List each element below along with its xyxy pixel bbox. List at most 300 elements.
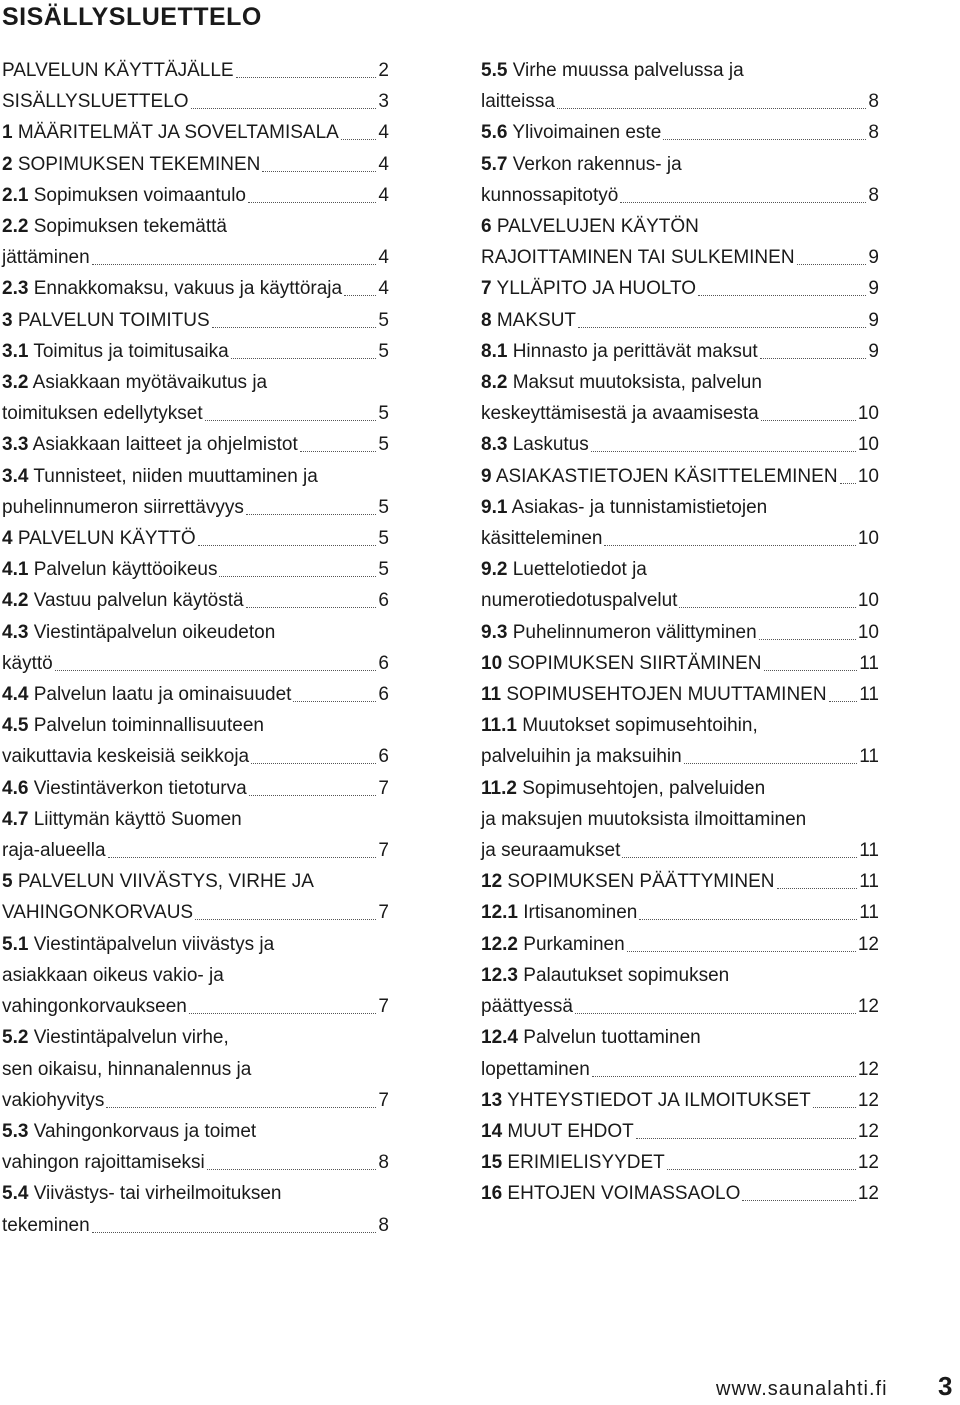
toc-entry[interactable] xyxy=(2,679,389,710)
toc-entry-title: MUUT EHDOT xyxy=(507,1120,634,1142)
toc-entry-text xyxy=(2,835,106,866)
toc-entry-text xyxy=(2,273,342,304)
toc-entry-line xyxy=(2,1116,389,1147)
toc-entry-title: Palvelun käyttöoikeus xyxy=(33,559,218,581)
toc-entry-line xyxy=(2,1147,389,1178)
toc-entry-number: 2.2 xyxy=(2,216,29,238)
toc-entry-title: Palvelun toiminnallisuuteen xyxy=(33,715,264,737)
toc-entry-number: 4.3 xyxy=(2,621,29,643)
toc-dot-leader xyxy=(679,607,855,608)
toc-entry-title: Luettelotiedot ja xyxy=(512,559,647,581)
toc-entry[interactable] xyxy=(2,180,389,211)
toc-entry-title: Viestintäpalvelun viivästys ja xyxy=(33,933,275,955)
toc-entry[interactable] xyxy=(481,679,879,710)
toc-entry-title: PALVELUN TOIMITUS xyxy=(17,309,210,331)
toc-page-number: 6 xyxy=(378,684,389,706)
toc-entry-number: 5.2 xyxy=(2,1027,29,1049)
toc-page-number: 11 xyxy=(859,902,879,924)
toc-entry-title: lopettaminen xyxy=(481,1058,590,1080)
toc-entry-text xyxy=(481,117,661,148)
toc-entry[interactable] xyxy=(481,305,879,336)
toc-entry-line xyxy=(481,492,879,523)
toc-entry[interactable] xyxy=(2,1022,389,1116)
toc-entry-line xyxy=(481,1116,879,1147)
toc-entry[interactable] xyxy=(2,461,389,523)
toc-entry-line xyxy=(481,1085,879,1116)
toc-entry-text xyxy=(481,492,767,523)
toc-entry-line xyxy=(2,149,389,180)
toc-entry[interactable] xyxy=(481,117,879,148)
toc-entry-line xyxy=(2,773,389,804)
toc-entry-line xyxy=(481,1054,879,1085)
toc-entry-title: Vahingonkorvaus ja toimet xyxy=(33,1120,257,1142)
toc-entry-number: 3.2 xyxy=(2,372,29,394)
toc-dot-leader xyxy=(813,1107,856,1108)
toc-entry-number: 3.1 xyxy=(2,340,29,362)
toc-entry[interactable] xyxy=(2,866,389,928)
toc-entry-number: 8 xyxy=(481,309,492,331)
toc-entry-line xyxy=(2,1178,389,1209)
toc-dot-leader xyxy=(262,171,376,172)
toc-dot-leader xyxy=(249,795,377,796)
toc-entry-line xyxy=(2,929,389,960)
toc-entry[interactable] xyxy=(481,554,879,616)
toc-entry-line xyxy=(481,523,879,554)
toc-entry[interactable] xyxy=(481,897,879,928)
toc-entry-title: puhelinnumeron siirrettävyys xyxy=(2,496,244,518)
toc-entry-line xyxy=(481,804,879,835)
toc-page-number: 4 xyxy=(378,247,389,269)
toc-entry[interactable] xyxy=(2,211,389,273)
toc-page-number: 11 xyxy=(859,871,879,893)
toc-entry[interactable] xyxy=(2,1116,389,1178)
toc-entry-number: 14 xyxy=(481,1120,503,1142)
toc-entry-line xyxy=(2,211,389,242)
toc-entry-number: 4.6 xyxy=(2,777,29,799)
toc-entry-text xyxy=(2,1178,282,1209)
toc-entry[interactable] xyxy=(481,211,879,273)
toc-page-number: 9 xyxy=(868,309,879,331)
toc-entry-title: Viestintäpalvelun oikeudeton xyxy=(33,621,276,643)
toc-entry-title: keskeyttämisestä ja avaamisesta xyxy=(481,403,759,425)
toc-entry-title: Viivästys- tai virheilmoituksen xyxy=(33,1183,282,1205)
toc-entry[interactable] xyxy=(481,1178,879,1209)
toc-entry-title: PALVELUN KÄYTTÖ xyxy=(17,528,196,550)
toc-entry-line xyxy=(2,273,389,304)
toc-entry-text xyxy=(2,1116,256,1147)
toc-entry-number: 4.2 xyxy=(2,590,29,612)
toc-entry-line xyxy=(481,242,879,273)
toc-entry-title: Laskutus xyxy=(512,434,589,456)
toc-entry-number: 5.3 xyxy=(2,1120,29,1142)
toc-entry-number: 2.1 xyxy=(2,184,29,206)
toc-entry[interactable] xyxy=(2,617,389,679)
toc-entry-number: 8.2 xyxy=(481,372,508,394)
toc-entry-title: ja seuraamukset xyxy=(481,840,621,862)
toc-entry-title: Irtisanominen xyxy=(523,902,638,924)
toc-dot-leader xyxy=(663,139,866,140)
toc-entry-title: tekeminen xyxy=(2,1214,90,1236)
toc-entry-title: ja maksujen muutoksista ilmoittaminen xyxy=(481,808,807,830)
toc-entry[interactable] xyxy=(481,1116,879,1147)
toc-entry-text xyxy=(2,991,187,1022)
toc-page-number: 7 xyxy=(378,1089,389,1111)
toc-dot-leader xyxy=(684,763,858,764)
toc-entry-number: 13 xyxy=(481,1089,503,1111)
toc-page-number: 12 xyxy=(857,1152,879,1174)
toc-entry-title: Viestintäpalvelun virhe, xyxy=(33,1027,229,1049)
toc-entry-title: SOPIMUKSEN SIIRTÄMINEN xyxy=(507,652,762,674)
toc-dot-leader xyxy=(195,919,376,920)
toc-dot-leader xyxy=(236,77,377,78)
toc-dot-leader xyxy=(341,139,377,140)
toc-entry[interactable] xyxy=(2,1178,389,1240)
toc-page-number: 11 xyxy=(859,684,879,706)
toc-entry-line xyxy=(2,336,389,367)
toc-entry-line xyxy=(481,429,879,460)
toc-dot-leader xyxy=(840,483,856,484)
toc-dot-leader xyxy=(604,545,855,546)
toc-entry-text xyxy=(481,960,729,991)
toc-entry-line xyxy=(481,336,879,367)
toc-entry-title: Asiakas- ja tunnistamistietojen xyxy=(511,496,768,518)
toc-entry-title: päättyessä xyxy=(481,996,573,1018)
toc-entry[interactable] xyxy=(481,866,879,897)
toc-entry-number: 12.1 xyxy=(481,902,518,924)
toc-entry-line xyxy=(481,86,879,117)
toc-entry-line xyxy=(2,55,389,86)
toc-dot-leader xyxy=(667,1169,856,1170)
toc-dot-leader xyxy=(829,701,858,702)
toc-dot-leader xyxy=(300,451,377,452)
toc-entry-text xyxy=(481,866,775,897)
toc-entry-text xyxy=(481,336,758,367)
toc-dot-leader xyxy=(761,420,856,421)
toc-dot-leader xyxy=(207,1169,377,1170)
toc-right-column xyxy=(481,55,879,1210)
toc-dot-leader xyxy=(759,639,856,640)
toc-entry-title: SISÄLLYSLUETTELO xyxy=(2,91,189,113)
toc-dot-leader xyxy=(639,919,857,920)
toc-entry[interactable] xyxy=(2,336,389,367)
toc-entry-line xyxy=(481,960,879,991)
toc-dot-leader xyxy=(742,1200,855,1201)
toc-entry-title: toimituksen edellytykset xyxy=(2,403,203,425)
toc-entry-text xyxy=(2,492,244,523)
toc-dot-leader xyxy=(293,701,376,702)
toc-entry-line xyxy=(2,866,389,897)
toc-entry-line xyxy=(2,679,389,710)
toc-entry[interactable] xyxy=(2,585,389,616)
toc-entry-text xyxy=(481,398,759,429)
toc-entry-title: Vastuu palvelun käytöstä xyxy=(33,590,244,612)
toc-dot-leader xyxy=(92,264,377,265)
toc-entry[interactable] xyxy=(481,273,879,304)
toc-entry-number: 5 xyxy=(2,871,13,893)
toc-entry-number: 11.1 xyxy=(481,715,517,737)
toc-page-number: 10 xyxy=(857,465,879,487)
toc-entry-title: Asiakkaan laitteet ja ohjelmistot xyxy=(32,434,298,456)
toc-dot-leader xyxy=(191,108,377,109)
toc-left-column xyxy=(2,55,389,1241)
toc-entry-text xyxy=(481,585,677,616)
toc-entry-title: YLLÄPITO JA HUOLTO xyxy=(496,278,697,300)
toc-dot-leader xyxy=(246,607,377,608)
toc-entry-text xyxy=(481,741,682,772)
toc-entry-title: Sopimuksen tekemättä xyxy=(33,216,227,238)
toc-entry[interactable] xyxy=(481,461,879,492)
toc-page-number: 10 xyxy=(857,528,879,550)
page-title: SISÄLLYSLUETTELO xyxy=(2,3,262,31)
toc-page-number: 4 xyxy=(378,122,389,144)
toc-entry[interactable] xyxy=(481,429,879,460)
toc-entry-title: asiakkaan oikeus vakio- ja xyxy=(2,964,224,986)
toc-entry-line xyxy=(2,554,389,585)
toc-entry[interactable] xyxy=(481,648,879,679)
toc-entry[interactable] xyxy=(481,1085,879,1116)
toc-entry-line xyxy=(481,710,879,741)
toc-entry-title: vahingon rajoittamiseksi xyxy=(2,1152,205,1174)
toc-entry[interactable] xyxy=(481,492,879,554)
toc-dot-leader xyxy=(627,951,856,952)
toc-entry[interactable] xyxy=(2,273,389,304)
toc-entry-title: kunnossapitotyö xyxy=(481,184,619,206)
toc-page-number: 7 xyxy=(378,777,389,799)
toc-entry-number: 11.2 xyxy=(481,777,517,799)
toc-entry-title: Ylivoimainen este xyxy=(512,122,662,144)
toc-entry-text xyxy=(2,180,246,211)
toc-entry-title: raja-alueella xyxy=(2,840,106,862)
toc-page-number: 12 xyxy=(857,1058,879,1080)
toc-entry[interactable] xyxy=(481,367,879,429)
toc-entry-number: 4.1 xyxy=(2,559,29,581)
toc-dot-leader xyxy=(764,670,858,671)
toc-entry-number: 7 xyxy=(481,278,492,300)
toc-page-number: 10 xyxy=(857,403,879,425)
toc-entry-number: 3 xyxy=(2,309,13,331)
toc-dot-leader xyxy=(620,202,866,203)
toc-entry-number: 12.4 xyxy=(481,1027,518,1049)
toc-entry-number: 5.7 xyxy=(481,153,508,175)
toc-entry-line xyxy=(481,273,879,304)
toc-entry[interactable] xyxy=(2,929,389,1023)
toc-entry[interactable] xyxy=(481,1147,879,1178)
toc-entry-text xyxy=(481,648,762,679)
toc-dot-leader xyxy=(189,1013,377,1014)
toc-dot-leader xyxy=(251,763,376,764)
toc-entry-text xyxy=(2,149,260,180)
toc-page-number: 8 xyxy=(868,184,879,206)
toc-entry-text xyxy=(481,1116,634,1147)
toc-page-number: 2 xyxy=(378,60,389,81)
toc-entry[interactable] xyxy=(481,336,879,367)
toc-entry-text xyxy=(481,897,637,928)
toc-entry-text xyxy=(481,211,699,242)
toc-entry-title: Maksut muutoksista, palvelun xyxy=(512,372,762,394)
toc-page-number: 3 xyxy=(378,91,389,113)
toc-entry-line xyxy=(2,523,389,554)
toc-entry[interactable] xyxy=(481,929,879,960)
toc-entry-text xyxy=(2,523,196,554)
toc-page-number: 10 xyxy=(857,434,879,456)
toc-page-number: 9 xyxy=(868,247,879,269)
toc-entry[interactable] xyxy=(2,86,389,117)
toc-entry-text xyxy=(2,866,314,897)
toc-entry-line xyxy=(2,1085,389,1116)
toc-entry-line xyxy=(481,398,879,429)
toc-entry-number: 4.5 xyxy=(2,715,29,737)
toc-entry-title: Asiakkaan myötävaikutus ja xyxy=(32,372,268,394)
toc-entry-title: Verkon rakennus- ja xyxy=(512,153,682,175)
toc-entry-text xyxy=(2,897,193,928)
toc-entry-title: Palvelun laatu ja ominaisuudet xyxy=(33,684,292,706)
toc-entry-text xyxy=(2,55,234,86)
toc-entry-title: Muutokset sopimusehtoihin, xyxy=(522,715,758,737)
toc-page-number: 4 xyxy=(378,278,389,300)
toc-entry[interactable] xyxy=(481,55,879,117)
toc-entry-text xyxy=(481,991,573,1022)
toc-page-number: 8 xyxy=(378,1214,389,1236)
toc-entry[interactable] xyxy=(481,149,879,211)
toc-entry[interactable] xyxy=(2,804,389,866)
toc-entry-text xyxy=(2,804,242,835)
toc-entry[interactable] xyxy=(2,710,389,772)
toc-entry-title: vakiohyvitys xyxy=(2,1089,105,1111)
toc-entry-text xyxy=(481,835,620,866)
toc-entry-number: 15 xyxy=(481,1152,503,1174)
toc-dot-leader xyxy=(760,358,867,359)
toc-entry-title: Tunnisteet, niiden muuttaminen ja xyxy=(33,465,318,487)
toc-entry-number: 1 xyxy=(2,122,13,144)
toc-entry[interactable] xyxy=(481,1022,879,1084)
toc-dot-leader xyxy=(557,108,867,109)
toc-entry-number: 11 xyxy=(481,684,502,706)
toc-page-number: 6 xyxy=(378,746,389,768)
toc-entry-text xyxy=(2,117,339,148)
toc-entry-title: MÄÄRITELMÄT JA SOVELTAMISALA xyxy=(17,122,339,144)
toc-entry-text xyxy=(2,617,275,648)
toc-entry-line xyxy=(481,149,879,180)
toc-entry-number: 5.5 xyxy=(481,60,508,81)
toc-entry-line xyxy=(2,180,389,211)
toc-page-number: 10 xyxy=(857,590,879,612)
toc-entry-line xyxy=(2,960,389,991)
toc-dot-leader xyxy=(231,358,377,359)
toc-page-number: 5 xyxy=(378,340,389,362)
toc-entry[interactable] xyxy=(2,367,389,429)
toc-entry-line xyxy=(2,835,389,866)
toc-entry-line xyxy=(481,461,879,492)
toc-entry[interactable] xyxy=(481,773,879,867)
toc-entry-number: 6 xyxy=(481,216,492,238)
toc-entry-title: EHTOJEN VOIMASSAOLO xyxy=(507,1183,741,1205)
toc-entry-title: SOPIMUSEHTOJEN MUUTTAMINEN xyxy=(506,684,827,706)
toc-entry[interactable] xyxy=(2,523,389,554)
toc-dot-leader xyxy=(246,514,377,515)
toc-dot-leader xyxy=(636,1138,856,1139)
toc-entry-title: PALVELUN VIIVÄSTYS, VIRHE JA xyxy=(17,871,314,893)
toc-entry-number: 3.3 xyxy=(2,434,29,456)
toc-entry-text xyxy=(481,1085,811,1116)
toc-page-number: 12 xyxy=(857,996,879,1018)
toc-entry-line xyxy=(2,897,389,928)
toc-entry-title: käyttö xyxy=(2,652,53,674)
toc-entry-title: SOPIMUKSEN TEKEMINEN xyxy=(17,153,261,175)
toc-page-number: 6 xyxy=(378,652,389,674)
toc-dot-leader xyxy=(698,295,866,296)
toc-dot-leader xyxy=(575,1013,856,1014)
toc-entry-line xyxy=(481,741,879,772)
toc-entry-line xyxy=(481,1022,879,1053)
toc-entry-text xyxy=(2,648,53,679)
toc-entry-text xyxy=(2,1054,251,1085)
toc-entry-text xyxy=(481,429,589,460)
toc-entry-title: palveluihin ja maksuihin xyxy=(481,746,682,768)
toc-dot-leader xyxy=(592,1076,856,1077)
toc-entry-text xyxy=(481,367,762,398)
toc-entry[interactable] xyxy=(481,617,879,648)
toc-entry-line xyxy=(2,492,389,523)
toc-entry-text xyxy=(481,554,647,585)
toc-entry[interactable] xyxy=(2,55,389,86)
toc-entry[interactable] xyxy=(2,773,389,804)
toc-entry-number: 9.3 xyxy=(481,621,508,643)
toc-entry-title: Viestintäverkon tietoturva xyxy=(33,777,247,799)
toc-entry[interactable] xyxy=(2,149,389,180)
toc-entry[interactable] xyxy=(2,117,389,148)
toc-entry-title: Sopimusehtojen, palveluiden xyxy=(522,777,766,799)
toc-entry-number: 5.6 xyxy=(481,122,508,144)
toc-dot-leader xyxy=(578,327,866,328)
toc-entry-text xyxy=(481,1022,701,1053)
toc-entry-number: 12.2 xyxy=(481,933,518,955)
toc-entry-text xyxy=(481,804,806,835)
toc-entry-line xyxy=(2,398,389,429)
toc-page-number: 8 xyxy=(378,1152,389,1174)
toc-entry-text xyxy=(2,1022,229,1053)
toc-entry-text xyxy=(2,86,189,117)
toc-entry-title: Ennakkomaksu, vakuus ja käyttöraja xyxy=(33,278,343,300)
toc-page-number: 7 xyxy=(378,902,389,924)
toc-entry[interactable] xyxy=(2,305,389,336)
toc-entry-title: Palautukset sopimuksen xyxy=(523,964,730,986)
toc-entry-line xyxy=(481,585,879,616)
toc-entry-number: 4 xyxy=(2,528,13,550)
toc-entry-line xyxy=(481,897,879,928)
toc-entry-title: vahingonkorvaukseen xyxy=(2,996,187,1018)
toc-dot-leader xyxy=(205,420,377,421)
toc-entry-number: 9 xyxy=(481,465,492,487)
toc-entry-text xyxy=(2,554,217,585)
toc-entry[interactable] xyxy=(2,429,389,460)
toc-dot-leader xyxy=(248,202,376,203)
toc-entry[interactable] xyxy=(2,554,389,585)
toc-entry-title: sen oikaisu, hinnanalennus ja xyxy=(2,1058,252,1080)
toc-entry-text xyxy=(481,242,795,273)
toc-page-number: 5 xyxy=(378,496,389,518)
toc-dot-leader xyxy=(219,576,376,577)
toc-entry-title: PALVELUJEN KÄYTÖN xyxy=(496,216,699,238)
toc-entry-line xyxy=(481,55,879,86)
toc-page-number: 6 xyxy=(378,590,389,612)
toc-entry-title: Liittymän käyttö Suomen xyxy=(33,808,242,830)
toc-entry-line xyxy=(481,679,879,710)
toc-entry[interactable] xyxy=(481,710,879,772)
toc-entry[interactable] xyxy=(481,960,879,1022)
toc-page-number: 4 xyxy=(378,153,389,175)
footer-page-number: 3 xyxy=(938,1371,953,1401)
toc-entry-text xyxy=(481,929,625,960)
